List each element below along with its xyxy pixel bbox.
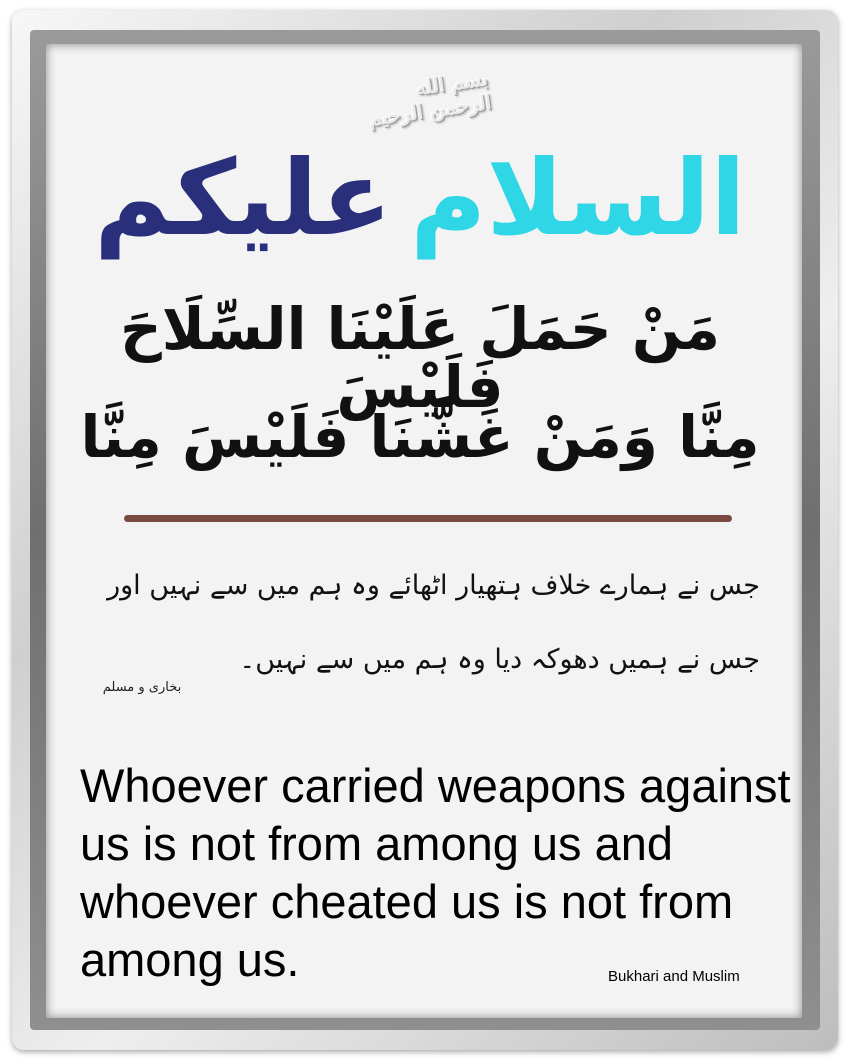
hadith-arabic-line-2: مِنَّا وَمَنْ غَشَّنَا فَلَيْسَ مِنَّا	[80, 403, 760, 471]
salam-heading	[94, 118, 746, 278]
divider-line	[124, 515, 732, 522]
salam-word-2: علیکم	[94, 137, 393, 259]
english-reference: Bukhari and Muslim	[608, 968, 740, 985]
urdu-reference: بخاری و مسلم	[102, 680, 182, 695]
salam-word-1: السلام	[410, 137, 746, 259]
english-translation: Whoever carried weapons against us is not from among us and whoever cheated us is not from among us.	[80, 759, 791, 986]
urdu-translation-line-2: جس نے ہمیں دھوکہ دیا وہ ہم میں سے نہیں۔	[239, 644, 760, 675]
hadith-arabic-line-1: مَنْ حَمَلَ عَلَيْنَا السِّلَاحَ فَلَيْسَ	[119, 295, 721, 421]
bismillah-calligraphy: بسم الله الرحمن الرحيم	[367, 66, 493, 131]
urdu-translation-line-1: جس نے ہمارے خلاف ہتھیار اٹھائے وہ ہم میں سے نہیں اور	[107, 570, 760, 601]
